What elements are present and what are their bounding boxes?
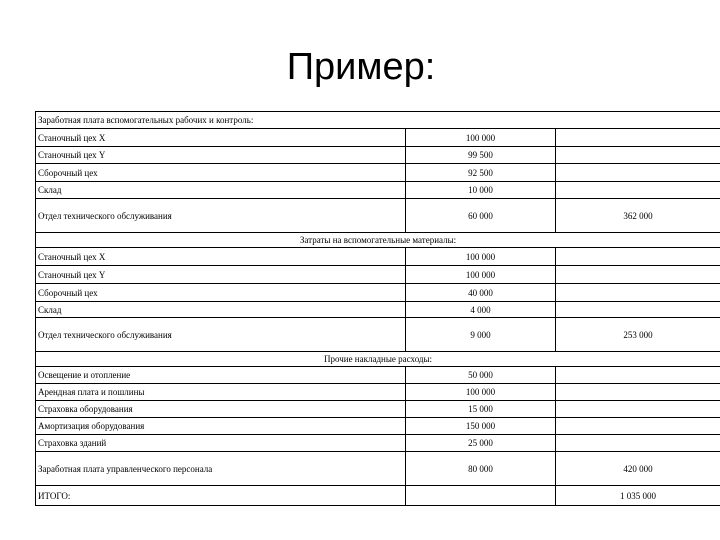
row-label: Сборочный цех [36, 284, 406, 302]
table-row [36, 452, 720, 486]
row-value: 50 000 [406, 367, 556, 384]
row-label: Склад [36, 182, 406, 199]
section-header-row [36, 112, 720, 129]
row-label: Станочный цех Y [36, 266, 406, 284]
section-total: 253 000 [556, 318, 720, 352]
section-header-row [36, 233, 720, 248]
section-header-materials: Затраты на вспомогательные материалы: [36, 233, 720, 248]
row-label: Заработная плата управленческого персонала [36, 452, 406, 486]
section-total: 362 000 [556, 199, 720, 233]
row-label: Склад [36, 302, 406, 318]
row-value: 10 000 [406, 182, 556, 199]
row-total [556, 401, 720, 418]
row-total [556, 129, 720, 147]
row-label: Отдел технического обслуживания [36, 199, 406, 233]
row-value: 60 000 [406, 199, 556, 233]
table-row [36, 129, 720, 147]
table-row [36, 367, 720, 384]
row-total [556, 367, 720, 384]
row-value: 100 000 [406, 384, 556, 401]
table-row [36, 318, 720, 352]
row-total [556, 164, 720, 182]
row-value: 100 000 [406, 266, 556, 284]
row-total [556, 384, 720, 401]
grand-total-row [36, 486, 720, 506]
row-value: 25 000 [406, 435, 556, 452]
row-label: Станочный цех Y [36, 147, 406, 164]
slide-title: Пример: [286, 46, 436, 88]
row-total [556, 266, 720, 284]
table-row [36, 418, 720, 435]
row-total [556, 435, 720, 452]
row-total [556, 182, 720, 199]
table-row [36, 384, 720, 401]
row-total [556, 284, 720, 302]
table-row [36, 435, 720, 452]
section-header-row [36, 352, 720, 367]
grand-total-label: ИТОГО: [36, 486, 406, 506]
row-label: Сборочный цех [36, 164, 406, 182]
row-total [556, 418, 720, 435]
row-value: 9 000 [406, 318, 556, 352]
row-label: Страховка оборудования [36, 401, 406, 418]
row-label: Арендная плата и пошлины [36, 384, 406, 401]
row-label: Отдел технического обслуживания [36, 318, 406, 352]
row-total [556, 248, 720, 266]
table-row [36, 284, 720, 302]
row-value: 100 000 [406, 129, 556, 147]
row-label: Освещение и отопление [36, 367, 406, 384]
section-header-other: Прочие накладные расходы: [36, 352, 720, 367]
row-value: 99 500 [406, 147, 556, 164]
grand-total-amount: 1 035 000 [556, 486, 720, 506]
section-header-wages: Заработная плата вспомогательных рабочих и контроль: [36, 112, 720, 129]
table-row [36, 401, 720, 418]
row-total [556, 147, 720, 164]
table-row [36, 182, 720, 199]
row-value: 4 000 [406, 302, 556, 318]
table-row [36, 248, 720, 266]
overhead-cost-table [35, 111, 720, 506]
section-total: 420 000 [556, 452, 720, 486]
table-row [36, 147, 720, 164]
table-row [36, 266, 720, 284]
table-row [36, 302, 720, 318]
row-value: 40 000 [406, 284, 556, 302]
row-value: 15 000 [406, 401, 556, 418]
row-label: Станочный цех X [36, 248, 406, 266]
row-label: Станочный цех X [36, 129, 406, 147]
row-value: 150 000 [406, 418, 556, 435]
row-total [556, 302, 720, 318]
table-row [36, 164, 720, 182]
grand-total-value [406, 486, 556, 506]
row-label: Страховка зданий [36, 435, 406, 452]
row-value: 80 000 [406, 452, 556, 486]
row-value: 100 000 [406, 248, 556, 266]
row-label: Амортизация оборудования [36, 418, 406, 435]
row-value: 92 500 [406, 164, 556, 182]
table-row [36, 199, 720, 233]
